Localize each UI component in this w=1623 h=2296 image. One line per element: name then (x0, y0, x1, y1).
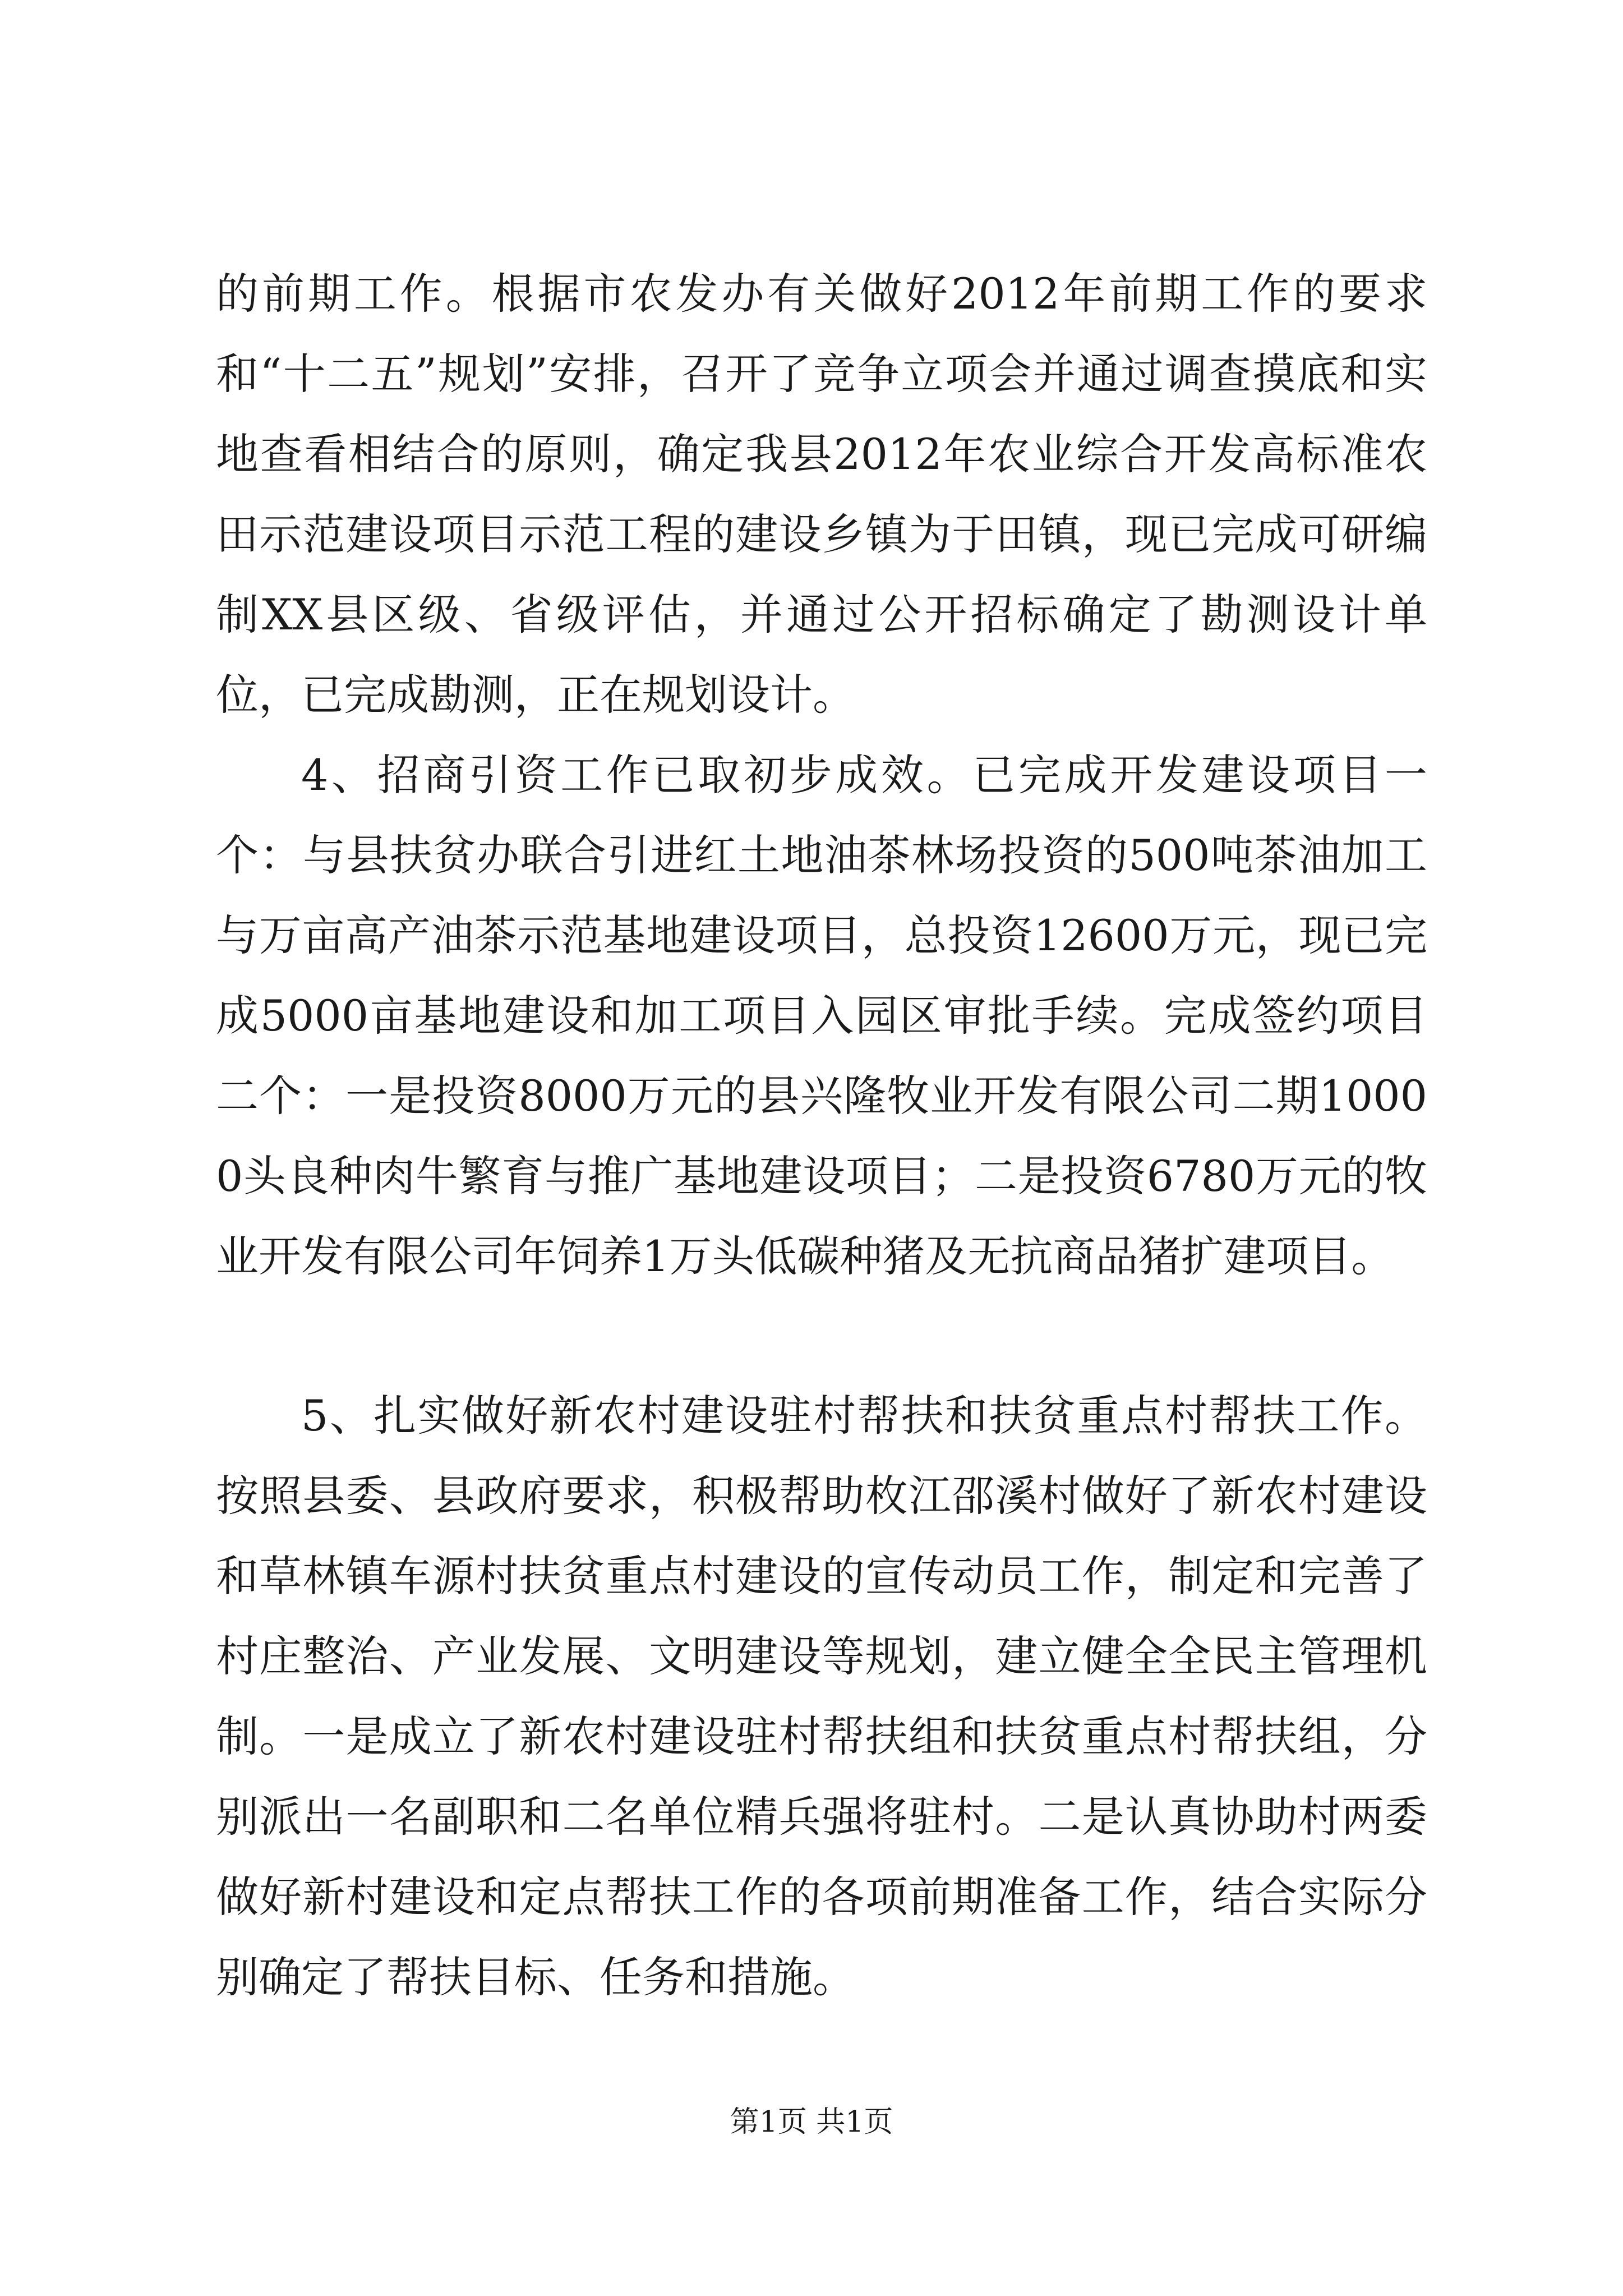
page-footer: 第1页 共1页 (730, 2105, 893, 2139)
paragraph-continued: 的前期工作。根据市农发办有关做好2012年前期工作的要求和“十二五”规划”安排，召开了竞争立项会并通过调查摸底和实地查看相结合的原则，确定我县2012年农业综合开发高标准农田示范建设项目示范工程的建设乡镇为于田镇，现已完成可研编制XX县区级、省级评估，并通过公开招标确定了勘测设计单位，已完成勘测，正在规划设计。 (216, 269, 1427, 720)
paragraph-investment: 4、招商引资工作已取初步成效。已完成开发建设项目一个：与县扶贫办联合引进红土地油茶林场投资的500吨茶油加工与万亩高产油茶示范基地建设项目，总投资12600万元，现已完成5000亩基地建设和加工项目入园区审批手续。完成签约项目二个：一是投资8000万元的县兴隆牧业开发有限公司二期10000头良种肉牛繁育与推广基地建设项目；二是投资6780万元的牧业开发有限公司年饲养1万头低碳种猪及无抗商品猪扩建项目。 (216, 750, 1427, 1281)
paragraph-village-support: 5、扎实做好新农村建设驻村帮扶和扶贫重点村帮扶工作。按照县委、县政府要求，积极帮助枚江邵溪村做好了新农村建设和草林镇车源村扶贫重点村建设的宣传动员工作，制定和完善了村庄整治、产业发展、文明建设等规划，建立健全全民主管理机制。一是成立了新农村建设驻村帮扶组和扶贫重点村帮扶组，分别派出一名副职和二名单位精兵强将驻村。二是认真协助村两委做好新村建设和定点帮扶工作的各项前期准备工作，结合实际分别确定了帮扶目标、任务和措施。 (216, 1391, 1427, 2002)
